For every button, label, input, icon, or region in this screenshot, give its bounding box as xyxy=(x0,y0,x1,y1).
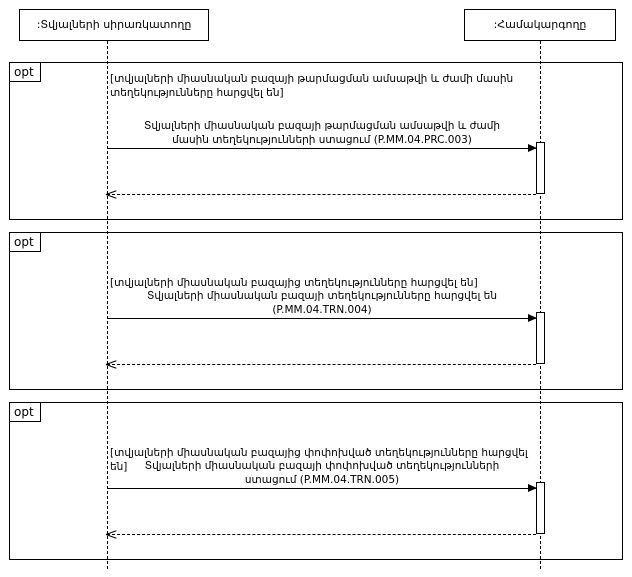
message-line xyxy=(107,194,536,195)
message-line xyxy=(107,318,536,319)
participant-data-consumer[interactable] xyxy=(19,9,209,41)
participant-coordinator[interactable] xyxy=(464,9,616,41)
message-label-1: Տվյալների միասնական բազայի թարմացման ամսաթվի և ժամի մասին տեղեկությունների ստացում (P.MM.04.PRC.003) xyxy=(143,120,501,147)
participant-label: :Տվյալների սիրառկատողը xyxy=(36,17,192,31)
message-label-3: Տվյալների միասնական բազայի փոփոխված տեղեկությունների ստացում (P.MM.04.TRN.005) xyxy=(144,460,500,487)
fragment-guard-1: [տվյալների միասնական բազայի թարմացման ամսաթվի և ժամի մասին տեղեկությունները հարցվել են] xyxy=(110,73,514,100)
arrow-head-icon xyxy=(528,144,537,152)
activation-bar-1 xyxy=(536,142,545,194)
arrow-head-icon xyxy=(106,359,116,369)
arrow-head-icon xyxy=(528,484,537,492)
arrow-head-icon xyxy=(106,189,116,199)
message-label-2: Տվյալների միասնական բազայի տեղեկությունները հարցվել են (P.MM.04.TRN.004) xyxy=(146,290,497,317)
arrow-head-icon xyxy=(106,529,116,539)
participant-label: :Համակարգողը xyxy=(493,17,587,31)
fragment-guard-2: [տվյալների միասնական բազայից տեղեկությունները հարցվել են] xyxy=(110,277,478,289)
activation-bar-3 xyxy=(536,482,545,534)
fragment-operator-label: opt xyxy=(10,233,41,252)
arrow-head-icon xyxy=(528,314,537,322)
message-line xyxy=(107,488,536,489)
message-line xyxy=(107,534,536,535)
activation-bar-2 xyxy=(536,312,545,364)
message-line xyxy=(107,148,536,149)
fragment-operator-label: opt xyxy=(10,403,41,422)
fragment-guard-3: [տվյալների միասնական բազայից փոփոխված տեղեկությունները հարցվել են] xyxy=(110,447,528,474)
fragment-operator-label: opt xyxy=(10,63,41,82)
message-line xyxy=(107,364,536,365)
